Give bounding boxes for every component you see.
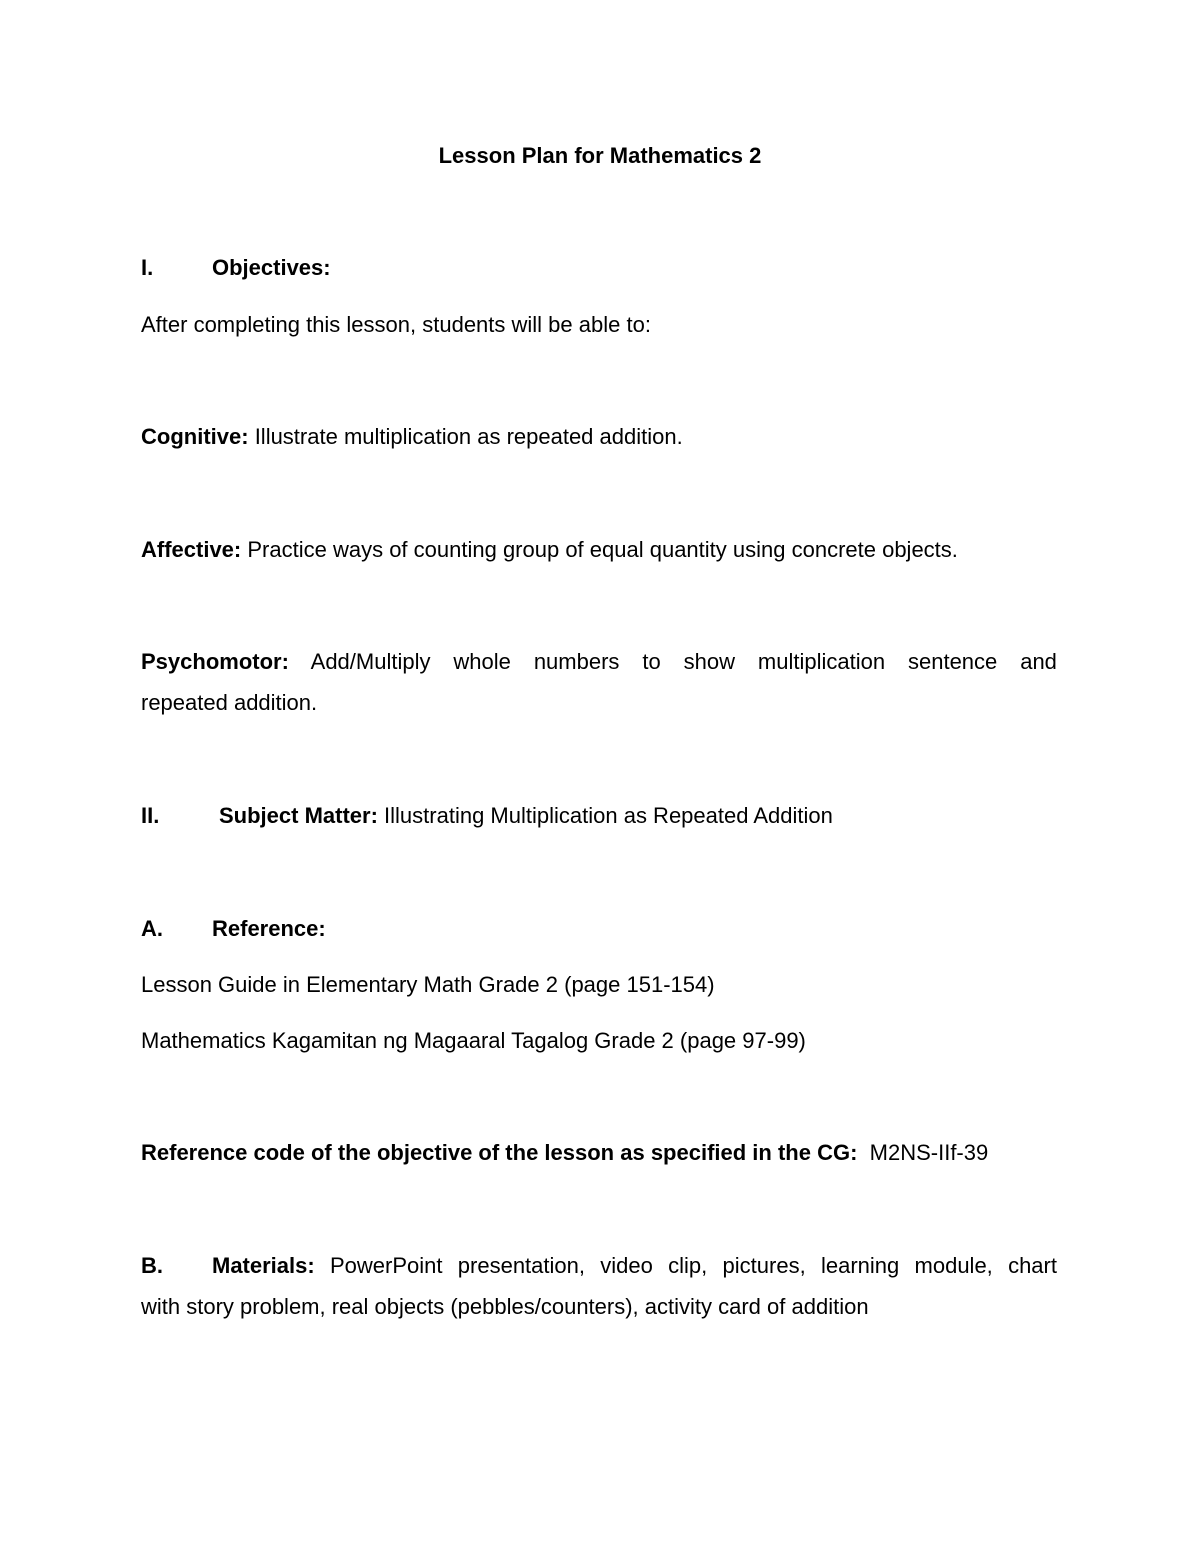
affective-objective xyxy=(141,537,958,563)
psychomotor-word: numbers xyxy=(533,649,620,674)
subject-matter-text: Illustrating Multiplication as Repeated Addition xyxy=(384,803,833,828)
cognitive-objective xyxy=(141,424,683,450)
affective-label: Affective: xyxy=(141,537,242,562)
psychomotor-word: multiplication xyxy=(757,649,886,674)
psychomotor-word: show xyxy=(683,649,735,674)
section-letter: B. xyxy=(141,1253,163,1278)
cognitive-label: Cognitive: xyxy=(141,424,249,449)
psychomotor-word: to xyxy=(642,649,661,674)
section-numeral: I. xyxy=(141,255,154,280)
psychomotor-continuation: repeated addition. xyxy=(141,690,318,715)
psychomotor-objective xyxy=(141,649,1057,675)
reference-code xyxy=(141,1140,988,1166)
materials xyxy=(141,1253,1057,1279)
objectives-heading xyxy=(141,255,331,281)
reference-item: Lesson Guide in Elementary Math Grade 2 (page 151-154) xyxy=(141,972,715,997)
materials-text-line1: PowerPoint presentation, video clip, pictures, learning module, chart xyxy=(330,1253,1057,1278)
psychomotor-label: Psychomotor: xyxy=(141,649,289,674)
document-title: Lesson Plan for Mathematics 2 xyxy=(438,143,762,168)
subject-matter xyxy=(141,803,833,829)
section-numeral: II. xyxy=(141,803,160,828)
materials-text-line2: with story problem, real objects (pebbles/counters), activity card of addition xyxy=(141,1294,869,1319)
reference-heading-text: Reference: xyxy=(212,916,326,941)
psychomotor-word: and xyxy=(1020,649,1057,674)
cognitive-text: Illustrate multiplication as repeated addition. xyxy=(254,424,683,449)
psychomotor-word: Add/Multiply xyxy=(310,649,431,674)
subject-matter-label: Subject Matter: xyxy=(219,803,378,828)
psychomotor-word: sentence xyxy=(907,649,998,674)
reference-code-label: Reference code of the objective of the lesson as specified in the CG: xyxy=(141,1140,858,1165)
reference-heading xyxy=(141,916,326,942)
section-letter: A. xyxy=(141,916,163,941)
affective-text: Practice ways of counting group of equal quantity using concrete objects. xyxy=(247,537,958,562)
reference-item: Mathematics Kagamitan ng Magaaral Tagalog Grade 2 (page 97-99) xyxy=(141,1028,806,1053)
psychomotor-word: whole xyxy=(453,649,511,674)
objectives-intro: After completing this lesson, students will be able to: xyxy=(141,312,651,337)
materials-label: Materials: xyxy=(212,1253,315,1278)
section-heading: Objectives: xyxy=(212,255,331,280)
reference-code-value: M2NS-IIf-39 xyxy=(869,1140,989,1165)
